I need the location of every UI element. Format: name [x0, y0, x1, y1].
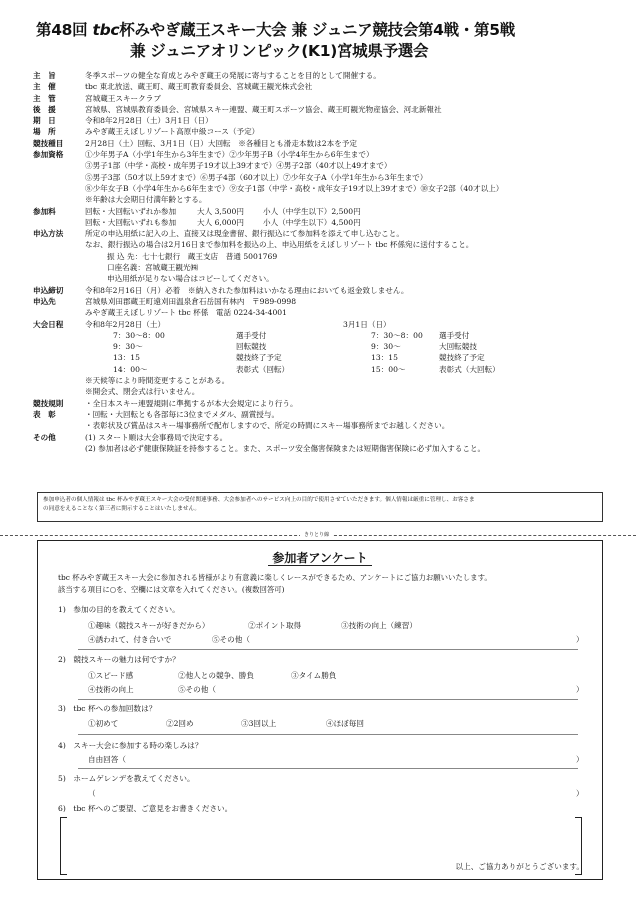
question-4: 4) スキー大会に参加する時の楽しみは？ [58, 741, 203, 750]
schedule-event: 表彰式（回転） [236, 364, 290, 374]
cut-line [0, 531, 636, 539]
schedule-row-2 [33, 341, 608, 352]
label-award: 表 彰 [33, 409, 56, 419]
info-row-dest-2 [33, 307, 608, 318]
cut-line-label: きりとり線 [300, 531, 333, 539]
info-row-method-3 [33, 251, 608, 262]
survey-title-text: 参加者アンケート [268, 551, 371, 566]
title-line2: 兼 ジュニアオリンピック(K1)宮城県予選会 [130, 42, 429, 60]
q3-option-3[interactable]: ③3回以上 [241, 719, 277, 728]
q1-close-paren: ） [576, 635, 584, 644]
info-row-shikaku-3 [33, 172, 608, 183]
schedule-day2: 3月1日（日） [343, 319, 391, 329]
label-dest: 申込先 [33, 296, 56, 306]
schedule-note: ※天候等により時間変更することがある。 [85, 376, 230, 386]
shikaku-line: ①少年男子A（小学1年生から3年生まで）②少年男子B（小学4年生から6年生まで） [85, 150, 374, 160]
fee-kind: 回転・大回転いずれも参加 [85, 217, 177, 227]
value-shusai: tbc 東北放送、蔵王町、蔵王町教育委員会、宮城蔵王観光株式会社 [85, 82, 313, 92]
schedule-event: 選手受付 [236, 330, 267, 340]
award-line: ・表彰状及び賞品はスキー場事務所で配布しますので、所定の時間にスキー場事務所までお越しください。 [85, 421, 450, 431]
label-rules: 競技規則 [33, 398, 64, 408]
question-3: 3) tbc 杯への参加回数は？ [58, 704, 157, 713]
shikaku-line: ⑤男子3部（50才以上59才まで）⑥男子4部（60才以上）⑦少年女子A（小学1年生から3年生まで） [85, 172, 428, 182]
intro-line: 該当する項目に○を、空欄には文章を入れてください。(複数回答可) [58, 585, 285, 594]
value-kijitsu: 令和8年2月28日（土）3月1日（日） [85, 116, 213, 126]
value-rules: ・全日本スキー連盟規則に準拠するが本大会規定により行う。 [85, 398, 298, 408]
dest-line: みやぎ蔵王えぼしリゾート tbc 杯係 電話 0224-34-4001 [85, 308, 287, 318]
schedule-time: 9：30～ [113, 342, 143, 352]
info-row-method-2 [33, 239, 608, 250]
label-shumoku: 競技種目 [33, 138, 64, 148]
value-deadline: 令和8年2月16日（月）必着 ※納入された参加料はいかなる理由においても返金致しません。 [85, 285, 409, 295]
label-kijitsu: 期 日 [33, 116, 56, 126]
info-row-shumoku [33, 138, 608, 149]
shikaku-line: ※年齢は大会期日付満年齢とする。 [85, 195, 207, 205]
thanks-message: 以上、ご協力ありがとうございます。 [455, 862, 584, 871]
divider [78, 768, 578, 769]
label-deadline: 申込締切 [33, 285, 64, 295]
q2-option-4[interactable]: ④技術の向上 [88, 685, 134, 694]
info-row-fee [33, 206, 608, 217]
notice-line: の同意をえることなく第三者に開示することはいたしません。 [43, 506, 200, 512]
award-line: ・回転・大回転とも各部毎に3位までメダル、副賞授与。 [85, 409, 280, 419]
survey-intro [58, 572, 492, 596]
schedule-event: 大回転競技 [439, 342, 477, 352]
info-row-basho [33, 126, 608, 137]
q1-option-2[interactable]: ②ポイント取得 [248, 621, 302, 630]
info-row-shushi [33, 70, 608, 81]
divider [78, 649, 578, 650]
info-row-kijitsu [33, 115, 608, 126]
info-row-shusai [33, 81, 608, 92]
info-row-shikaku-2 [33, 160, 608, 171]
q4-free-answer[interactable]: 自由回答（ [88, 755, 126, 764]
fee-adult: 大人 3,500円 [197, 206, 244, 216]
q5-free-answer[interactable]: （ [88, 789, 96, 798]
q1-option-3[interactable]: ③技術の向上（練習） [341, 621, 417, 630]
intro-line: tbc 杯みやぎ蔵王スキー大会に参加される皆様がより有意義に楽しくレースができるため、アンケートにご協力お願いいたします。 [58, 573, 492, 582]
info-row-method [33, 228, 608, 239]
value-basho: みやぎ蔵王えぼしリゾート高原中級コース（予定） [85, 127, 260, 137]
q2-option-5[interactable]: ⑤その他（ [178, 685, 216, 694]
fee-adult: 大人 6,000円 [197, 217, 244, 227]
label-other: その他 [33, 432, 56, 442]
account-name: 口座名義：宮城蔵王観光㈱ [107, 263, 199, 273]
survey-form [37, 540, 603, 880]
question-5: 5) ホームゲレンデを教えてください。 [58, 774, 195, 783]
fee-kind: 回転・大回転いずれか参加 [85, 206, 177, 216]
bracket-left [60, 817, 67, 875]
info-row-shukan [33, 93, 608, 104]
divider [78, 734, 578, 735]
label-method: 申込方法 [33, 229, 64, 239]
q1-option-4[interactable]: ④誘われて、付き合いで [88, 635, 172, 644]
schedule-event: 競技終了予定 [236, 353, 282, 363]
q3-option-4[interactable]: ④ほぼ毎回 [326, 719, 364, 728]
info-row-shikaku [33, 149, 608, 160]
label-basho: 場 所 [33, 127, 56, 137]
bank-info: 振 込 先：七十七銀行 蔵王支店 普通 5001769 [107, 251, 278, 261]
label-fee: 参加料 [33, 206, 56, 216]
schedule-time: 13：15 [113, 353, 140, 363]
title-line1: 杯みやぎ蔵王スキー大会 兼 ジュニア競技会第4戦・第5戦 [119, 21, 515, 39]
q1-option-5[interactable]: ⑤その他（ [212, 635, 250, 644]
shikaku-line: ③男子1部（中学・高校・成年男子19才以上39才まで）④男子2部（40才以上49才まで） [85, 161, 392, 171]
label-koen: 後 援 [33, 104, 56, 114]
info-row-dest [33, 296, 608, 307]
other-line: (2) 参加者は必ず健康保険証を持参すること。また、スポーツ安全傷害保険または短期傷害保険に必ず加入すること。 [85, 443, 486, 453]
info-row-method-5 [33, 273, 608, 284]
page-title [36, 20, 611, 62]
q2-option-3[interactable]: ③タイム勝負 [291, 671, 337, 680]
q4-close-paren: ） [576, 755, 584, 764]
schedule-time: 14：00～ [113, 364, 148, 374]
label-schedule: 大会日程 [33, 319, 64, 329]
value-shumoku: 2月28日（土）回転、3月1日（日）大回転 ※各種目とも滑走本数は2本を予定 [85, 138, 357, 148]
q2-option-1[interactable]: ①スピード感 [88, 671, 134, 680]
method-line: 申込用紙が足りない場合はコピーしてください。 [107, 274, 274, 284]
info-row-rules [33, 398, 608, 409]
value-shukan: 宮城蔵王スキークラブ [85, 93, 161, 103]
q3-option-1[interactable]: ①初めて [88, 719, 119, 728]
schedule-note: ※開会式、閉会式は行いません。 [85, 387, 200, 397]
schedule-row-4 [33, 364, 608, 375]
schedule-note-1 [33, 375, 608, 386]
schedule-event: 選手受付 [439, 330, 470, 340]
value-koen: 宮城県、宮城県教育委員会、宮城県スキー連盟、蔵王町スポーツ協会、蔵王町観光物産協会、河北新報社 [85, 104, 442, 114]
schedule-time: 7：30～8：00 [371, 330, 423, 340]
info-row-shikaku-4 [33, 183, 608, 194]
question-1: 1) 参加の目的を教えてください。 [58, 605, 180, 614]
info-row-deadline [33, 285, 608, 296]
schedule-time: 9：30～ [371, 342, 401, 352]
label-shushi: 主 旨 [33, 71, 56, 80]
info-row-schedule [33, 319, 608, 330]
info-row-other [33, 432, 608, 443]
q2-option-2[interactable]: ②他人との競争、勝負 [178, 671, 254, 680]
fee-child: 小人（中学生以下）4,500円 [263, 217, 361, 227]
info-row-shikaku-5 [33, 194, 608, 205]
tbc-logo: tbc [92, 21, 120, 39]
other-line: (1) スタート順は大会事務局で決定する。 [85, 432, 228, 442]
label-shukan: 主 管 [33, 93, 56, 103]
q3-option-2[interactable]: ②2回め [166, 719, 194, 728]
info-row-method-4 [33, 262, 608, 273]
divider [78, 699, 578, 700]
schedule-time: 15：00～ [371, 364, 406, 374]
schedule-time: 7：30～8：00 [113, 330, 165, 340]
question-6: 6) tbc 杯へのご要望、ご意見をお書きください。 [58, 804, 233, 813]
method-line: なお、銀行振込の場合は2月16日まで参加料を振込の上、申込用紙をえぼしリゾート tbc 杯係宛に送付すること。 [85, 240, 474, 250]
fee-child: 小人（中学生以下）2,500円 [263, 206, 361, 216]
info-row-koen [33, 104, 608, 115]
question-2: 2) 競技スキーの魅力は何ですか？ [58, 655, 180, 664]
info-row-award-2 [33, 420, 608, 431]
title-line1-prefix: 第48回 [36, 21, 93, 39]
label-shusai: 主 催 [33, 82, 56, 92]
schedule-day1: 令和8年2月28日（土） [85, 319, 166, 329]
value-shushi: 冬季スポーツの健全な育成とみやぎ蔵王の発展に寄与することを目的として開催する。 [85, 71, 381, 80]
q5-close-paren: ） [576, 789, 584, 798]
label-shikaku: 参加資格 [33, 150, 64, 160]
schedule-event: 表彰式（大回転） [439, 364, 500, 374]
q2-close-paren: ） [576, 685, 584, 694]
shikaku-line: ⑧少年女子B（小学4年生から6年生まで）⑨女子1部（中学・高校・成年女子19才以上39才まで）⑩女子2部（40才以上） [85, 183, 504, 193]
survey-title [38, 549, 602, 566]
info-row-fee-2 [33, 217, 608, 228]
q1-option-1[interactable]: ①趣味（競技スキーが好きだから） [88, 621, 210, 630]
event-info [33, 70, 608, 454]
info-row-award [33, 409, 608, 420]
schedule-event: 競技終了予定 [439, 353, 485, 363]
schedule-note-2 [33, 386, 608, 397]
schedule-row-1 [33, 330, 608, 341]
schedule-event: 回転競技 [236, 342, 267, 352]
notice-line: 参加申込者の個人情報は tbc 杯みやぎ蔵王スキー大会の受付関連事務、大会参加者へのサービス向上の目的で使用させていただきます。個人情報は厳重に管理し、お客さま [43, 497, 475, 503]
method-line: 所定の申込用紙に記入の上、直接又は現金書留、銀行振込にて参加料を添えて申し込むこと。 [85, 229, 404, 239]
schedule-time: 13：15 [371, 353, 398, 363]
dest-line: 宮城県刈田郡蔵王町遠刈田温泉倉石岳国有林内 〒989-0998 [85, 296, 297, 306]
info-row-other-2 [33, 443, 608, 454]
schedule-row-3 [33, 352, 608, 363]
privacy-notice [37, 492, 603, 522]
